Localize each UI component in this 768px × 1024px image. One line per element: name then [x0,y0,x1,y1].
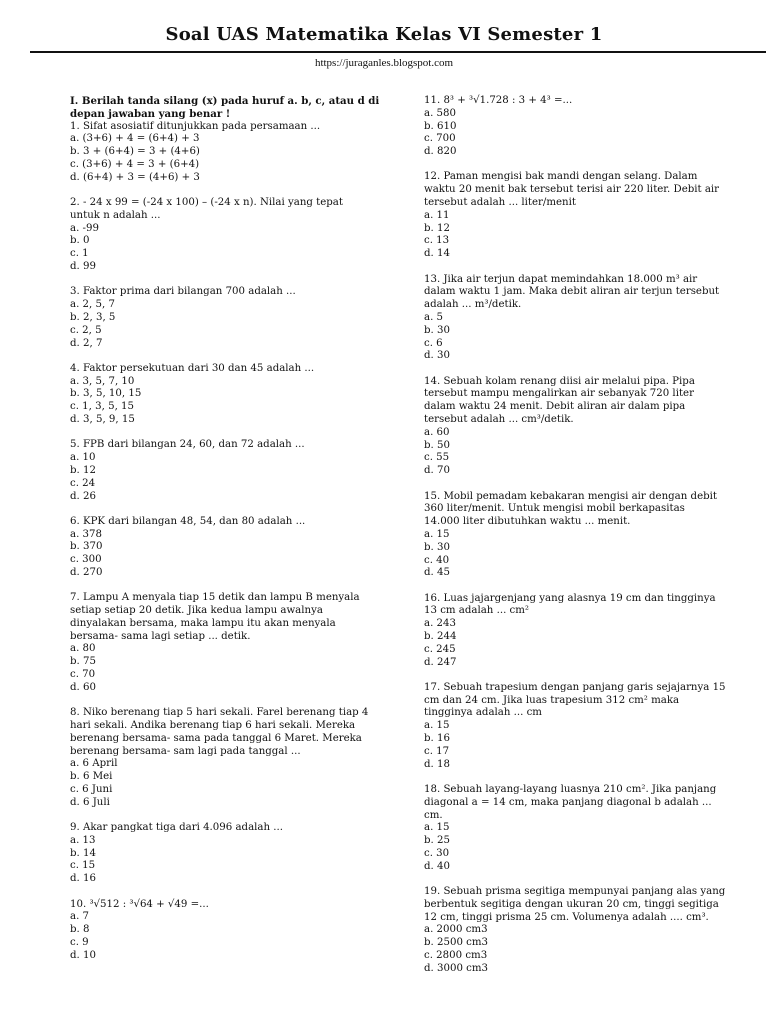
question-text: 9. Akar pangkat tiga dari 4.096 adalah ... [70,822,283,834]
answer-option[interactable]: a. 580 [424,107,456,119]
answer-option[interactable]: c. 245 [424,643,456,655]
answer-option[interactable]: d. 26 [70,490,96,502]
question-text: 6. KPK dari bilangan 48, 54, dan 80 adalah ... [70,515,306,527]
answer-option[interactable]: b. 12 [70,464,96,476]
answer-option[interactable]: d. 40 [424,860,450,872]
answer-option[interactable]: d. 30 [424,350,450,362]
question-item [70,121,392,185]
instructions: I. Berilah tanda silang (x) pada huruf a. b, c, atau d di depan jawaban yang benar ! [70,95,380,120]
question-item [424,784,740,874]
answer-option[interactable]: c. 9 [70,936,89,948]
answer-option[interactable]: c. 17 [424,745,450,757]
answer-option[interactable]: c. 300 [70,554,102,566]
answer-option[interactable]: d. 247 [424,656,457,668]
answer-options [424,108,740,159]
question-item [70,822,392,886]
answer-option[interactable]: a. 80 [70,643,96,655]
answer-option[interactable]: b. 370 [70,541,103,553]
answer-option[interactable]: a. 6 April [70,758,118,770]
answer-option[interactable]: d. 14 [424,248,450,260]
question-text: 5. FPB dari bilangan 24, 60, dan 72 adalah ... [70,439,305,451]
answer-option[interactable]: b. 2, 3, 5 [70,311,116,323]
answer-option[interactable]: d. 3, 5, 9, 15 [70,414,135,426]
question-item [70,899,392,963]
title-divider [30,51,766,53]
site-url[interactable]: https://juraganles.blogspot.com [314,57,454,69]
answer-options [70,758,392,809]
answer-option[interactable]: c. 30 [424,847,450,859]
question-item [70,286,392,350]
answer-option[interactable]: d. 10 [70,949,96,961]
question-text: 2. - 24 x 99 = (-24 x 100) – (-24 x n). Nilai yang tepat untuk n adalah ... [70,197,343,221]
answer-option[interactable]: c. 6 Juni [70,783,113,795]
answer-option[interactable]: a. 15 [424,720,450,732]
question-item [424,376,740,478]
answer-option[interactable]: c. 2800 cm3 [424,950,488,962]
answer-option[interactable]: b. 14 [70,847,96,859]
answer-options [70,223,392,274]
question-item [70,197,392,274]
question-item [70,592,392,694]
answer-option[interactable]: c. 24 [70,477,96,489]
question-item [424,171,740,261]
question-text: 3. Faktor prima dari bilangan 700 adalah ... [70,286,296,298]
question-text: 12. Paman mengisi bak mandi dengan selang. Dalam waktu 20 menit bak tersebut terisi air 220 liter. Debit air tersebut adalah ... liter/menit [424,171,720,209]
question-item [424,274,740,364]
answer-option[interactable]: d. 45 [424,567,450,579]
question-item [424,593,740,670]
answer-option[interactable]: b. 3, 5, 10, 15 [70,388,142,400]
answer-option[interactable]: d. (6+4) + 3 = (4+6) + 3 [70,171,200,183]
answer-option[interactable]: c. 15 [70,860,96,872]
answer-options [424,720,740,771]
answer-options [424,210,740,261]
answer-option[interactable]: d. 70 [424,465,450,477]
answer-option[interactable]: b. 12 [424,222,450,234]
answer-option[interactable]: d. 2, 7 [70,337,103,349]
answer-option[interactable]: c. (3+6) + 4 = 3 + (6+4) [70,158,200,170]
question-item [424,95,740,159]
question-text: 1. Sifat asosiatif ditunjukkan pada persamaan ... [70,120,321,132]
page-title: Soal UAS Matematika Kelas VI Semester 1 [165,24,603,45]
answer-option[interactable]: a. 10 [70,452,96,464]
question-item [70,439,392,503]
answer-option[interactable]: d. 3000 cm3 [424,962,489,974]
answer-options [424,529,740,580]
answer-option[interactable]: a. 378 [70,528,102,540]
question-text: 19. Sebuah prisma segitiga mempunyai panjang alas yang berbentuk segitiga dengan ukuran 20 cm, tinggi segitiga 12 cm, tinggi prisma 25 cm. Volumenya adalah .... cm³. [424,886,726,923]
question-item [70,707,392,809]
answer-option[interactable]: d. 18 [424,758,450,770]
answer-option[interactable]: b. 6 Mei [70,771,113,783]
answer-options [70,133,392,184]
answer-option[interactable]: c. 1, 3, 5, 15 [70,401,135,413]
answer-option[interactable]: b. 3 + (6+4) = 3 + (4+6) [70,146,200,158]
question-text: 18. Sebuah layang-layang luasnya 210 cm². Jika panjang diagonal a = 14 cm, maka panjang diagonal b adalah ... cm. [424,783,717,821]
answer-option[interactable]: c. 13 [424,235,450,247]
answer-option[interactable]: b. 16 [424,733,450,745]
answer-option[interactable]: a. (3+6) + 4 = (6+4) + 3 [70,133,200,145]
answer-options [70,643,392,694]
question-text: 13. Jika air terjun dapat memindahkan 18.000 m³ air dalam waktu 1 jam. Maka debit aliran air terjun tersebut adalah ... m³/detik. [424,273,720,311]
question-item [424,682,740,772]
answer-options [424,427,740,478]
answer-option[interactable]: a. -99 [70,222,99,234]
right-question-list [424,95,740,976]
answer-option[interactable]: c. 55 [424,452,450,464]
question-text: 8. Niko berenang tiap 5 hari sekali. Farel berenang tiap 4 hari sekali. Andika berenang tiap 6 hari sekali. Mereka berenang bersama- sama pada tanggal 6 Maret. Mereka berenang bersama- sam lagi pada tanggal ... [70,707,369,757]
answer-option[interactable]: c. 700 [424,133,456,145]
answer-option[interactable]: d. 820 [424,146,457,158]
answer-option[interactable]: d. 99 [70,261,96,273]
question-text: 4. Faktor persekutuan dari 30 dan 45 adalah ... [70,362,315,374]
answer-option[interactable]: a. 2000 cm3 [424,924,488,936]
answer-option[interactable]: a. 243 [424,618,456,630]
answer-options [70,299,392,350]
answer-options [70,835,392,886]
answer-options [70,376,392,427]
answer-options [424,618,740,669]
answer-options [424,822,740,873]
answer-options [70,529,392,580]
answer-option[interactable]: a. 5 [424,311,444,323]
answer-option[interactable]: b. 50 [424,439,450,451]
question-item [424,491,740,581]
answer-option[interactable]: a. 2, 5, 7 [70,299,115,311]
answer-option[interactable]: b. 8 [70,924,90,936]
answer-option[interactable]: a. 15 [424,528,450,540]
question-text: 11. 8³ + ³√1.728 : 3 + 4³ =... [424,95,573,106]
answer-option[interactable]: c. 2, 5 [70,324,102,336]
answer-options [424,924,740,975]
answer-option[interactable]: b. 244 [424,630,457,642]
answer-option[interactable]: a. 13 [70,834,96,846]
answer-option[interactable]: a. 15 [424,822,450,834]
answer-option[interactable]: a. 60 [424,426,450,438]
left-question-list [70,121,392,963]
question-item [424,886,740,976]
answer-option[interactable]: b. 610 [424,120,457,132]
answer-option[interactable]: c. 1 [70,248,89,260]
answer-option[interactable]: a. 3, 5, 7, 10 [70,375,135,387]
answer-option[interactable]: c. 6 [424,337,443,349]
answer-option[interactable]: b. 75 [70,656,96,668]
question-text: 17. Sebuah trapesium dengan panjang garis sejajarnya 15 cm dan 24 cm. Jika luas trapesium 312 cm² maka tingginya adalah ... cm [424,681,726,719]
answer-option[interactable]: d. 60 [70,681,96,693]
answer-option[interactable]: c. 40 [424,554,450,566]
question-text: 10. ³√512 : ³√64 + √49 =... [70,898,209,910]
question-item [70,363,392,427]
question-item [70,516,392,580]
answer-option[interactable]: d. 270 [70,567,103,578]
answer-option[interactable]: a. 11 [424,209,450,221]
answer-options [70,452,392,503]
answer-option[interactable]: d. 6 Juli [70,796,110,808]
question-text: 15. Mobil pemadam kebakaran mengisi air dengan debit 360 liter/menit. Untuk mengisi mobil berkapasitas 14.000 liter dibutuhkan waktu ... menit. [424,490,717,528]
answer-option[interactable]: d. 16 [70,873,96,885]
answer-options [70,911,392,962]
answer-option[interactable]: b. 2500 cm3 [424,937,489,949]
left-column [70,95,392,975]
answer-options [424,312,740,363]
answer-option[interactable]: a. 7 [70,911,90,923]
answer-option[interactable]: b. 30 [424,324,450,336]
question-text: 14. Sebuah kolam renang diisi air melalui pipa. Pipa tersebut mampu mengalirkan air sebanyak 720 liter dalam waktu 24 menit. Debit aliran air dalam pipa tersebut adalah ... cm³/detik. [424,375,695,426]
right-column [424,95,740,988]
question-text: 16. Luas jajargenjang yang alasnya 19 cm dan tingginya 13 cm adalah ... cm² [424,592,716,617]
question-text: 7. Lampu A menyala tiap 15 detik dan lampu B menyala setiap setiap 20 detik. Jika kedua lampu awalnya dinyalakan bersama, maka lampu itu akan menyala bersama- sama lagi setiap ... detik. [70,592,360,642]
answer-option[interactable]: b. 0 [70,235,90,247]
answer-option[interactable]: c. 70 [70,669,96,681]
answer-option[interactable]: b. 30 [424,541,450,553]
answer-option[interactable]: b. 25 [424,835,450,847]
